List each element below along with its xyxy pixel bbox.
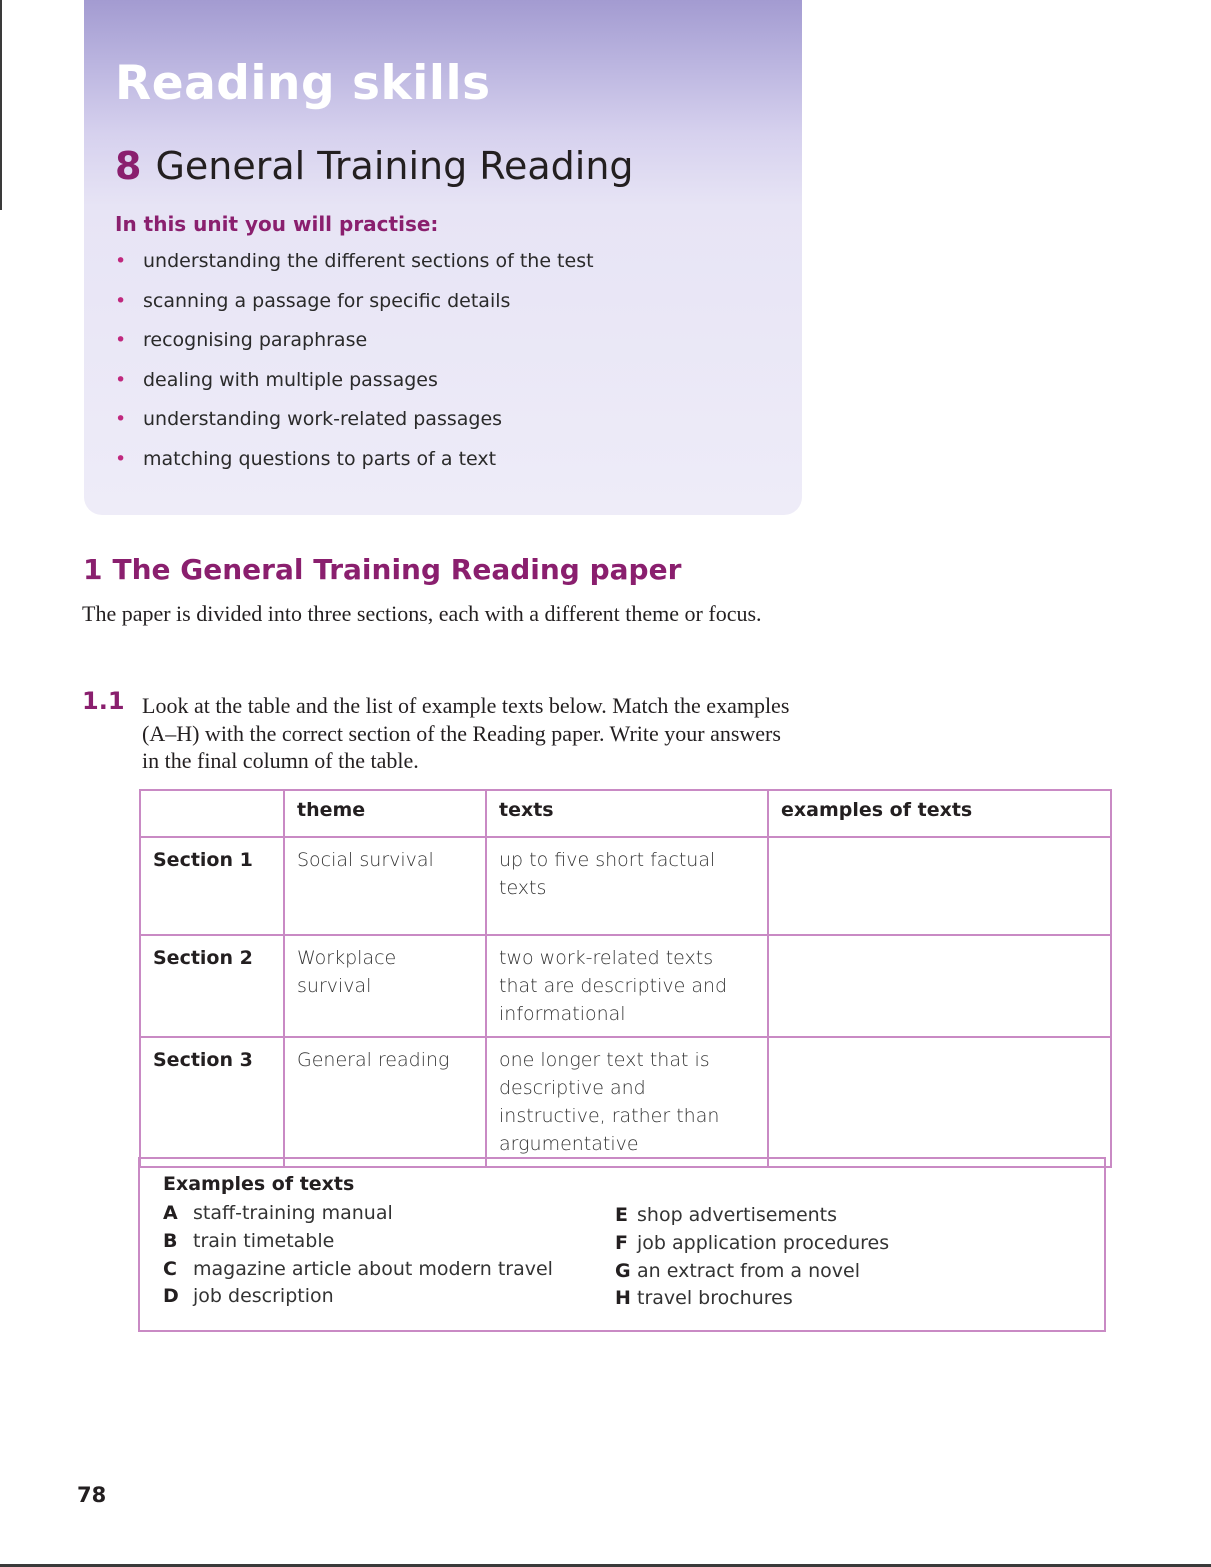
table-row (140, 1037, 1111, 1167)
examples-list-right (615, 1204, 889, 1315)
banner-title: Reading skills (115, 56, 491, 111)
example-item (615, 1287, 889, 1315)
table-header-cell: theme (284, 790, 486, 837)
bullet-icon: • (115, 289, 127, 312)
bullet-icon: • (115, 368, 127, 391)
example-item (163, 1258, 553, 1286)
example-text: travel brochures (637, 1287, 793, 1310)
example-item (163, 1230, 553, 1258)
sections-table (139, 789, 1112, 1168)
theme-cell: Social survival (284, 837, 486, 935)
page-number: 78 (77, 1483, 107, 1507)
example-letter: C (163, 1257, 177, 1280)
example-letter: F (615, 1231, 628, 1254)
example-letter: H (615, 1287, 631, 1310)
example-letter: B (163, 1229, 178, 1252)
section-cell: Section 3 (140, 1037, 284, 1167)
examples-list-left (163, 1202, 553, 1313)
example-letter: D (163, 1285, 179, 1308)
example-text: shop advertisements (637, 1204, 838, 1226)
example-item (163, 1285, 553, 1313)
examples-answer-cell[interactable] (768, 935, 1111, 1037)
example-item (615, 1204, 889, 1232)
task-instructions: Look at the table and the list of example texts below. Match the examples (A–H) with the correct section of the Reading paper. Write your answers in the final column of the table. (142, 693, 790, 773)
section-heading (83, 553, 681, 586)
unit-title: General Training Reading (155, 144, 634, 188)
bullet-icon: • (115, 447, 127, 470)
bullet-icon: • (115, 329, 127, 352)
example-letter: A (163, 1202, 178, 1224)
texts-cell: two work-related texts that are descriptive and informational (486, 935, 768, 1037)
example-text: staff-training manual (193, 1202, 393, 1224)
section-number: 1 (83, 553, 103, 586)
example-item (615, 1232, 889, 1260)
example-text: magazine article about modern travel (193, 1257, 553, 1280)
table-row (140, 935, 1111, 1037)
practise-heading: In this unit you will practise: (115, 212, 439, 236)
example-text: train timetable (193, 1229, 335, 1252)
unit-number: 8 (115, 144, 142, 188)
example-item (615, 1260, 889, 1288)
table-row (140, 837, 1111, 935)
example-letter: E (615, 1204, 628, 1226)
section-intro-paragraph: The paper is divided into three sections, each with a different theme or focus. (82, 601, 762, 626)
section-title: The General Training Reading paper (112, 553, 682, 586)
task-number: 1.1 (82, 687, 125, 715)
example-letter: G (615, 1259, 631, 1282)
examples-answer-cell[interactable] (768, 837, 1111, 935)
examples-title: Examples of texts (163, 1173, 355, 1195)
page-binding-edge (0, 0, 2, 210)
bullet-icon: • (115, 250, 127, 272)
example-text: job application procedures (637, 1231, 890, 1254)
theme-cell: Workplace survival (284, 935, 486, 1037)
table-header-cell (140, 790, 284, 837)
example-item (163, 1202, 553, 1230)
texts-cell: up to five short factual texts (486, 837, 768, 935)
bullet-icon: • (115, 408, 127, 431)
section-cell: Section 1 (140, 837, 284, 935)
table-header-cell: examples of texts (768, 790, 1111, 837)
example-text: an extract from a novel (637, 1259, 860, 1282)
table-header-cell: texts (486, 790, 768, 837)
unit-heading (115, 144, 634, 188)
table-header-row (140, 790, 1111, 837)
texts-cell: one longer text that is descriptive and instructive, rather than argumentative (486, 1037, 768, 1167)
example-text: job description (193, 1285, 334, 1308)
theme-cell: General reading (284, 1037, 486, 1167)
section-cell: Section 2 (140, 935, 284, 1037)
examples-box (138, 1157, 1106, 1332)
examples-answer-cell[interactable] (768, 1037, 1111, 1167)
